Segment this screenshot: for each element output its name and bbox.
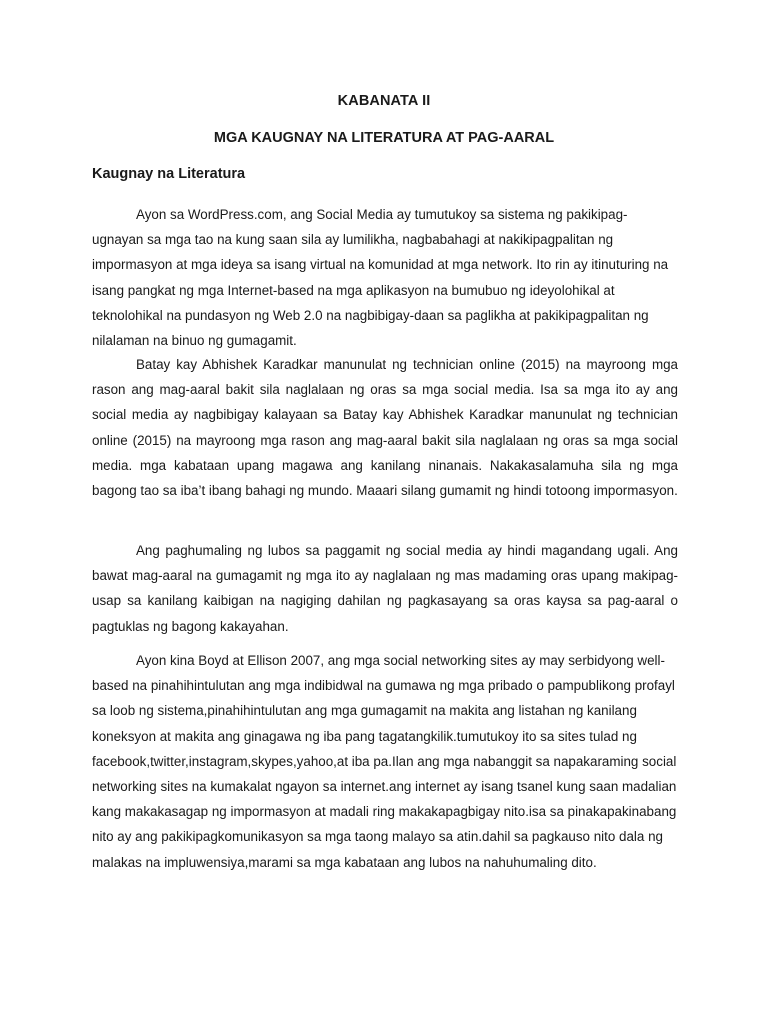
chapter-heading: KABANATA II <box>337 93 431 109</box>
paragraph-3: Ang paghumaling ng lubos sa paggamit ng social media ay hindi magandang ugali. Ang bawat mag-aaral na gumagamit ng mga ito ay naglalaan ng mas madaming oras upang makipag-usap sa kanilang kaibigan na nagiging dahilan ng pagkasayang sa oras kaysa sa pag-aaral o pagtuklas ng bagong kakayahan. <box>92 543 678 634</box>
paragraph-1: Ayon sa WordPress.com, ang Social Media ay tumutukoy sa sistema ng pakikipag-ugnayan sa mga tao na kung saan sila ay lumilikha, nagbabahagi at nakikipagpalitan ng impormasyon at mga ideya sa isang virtual na komunidad at mga network. Ito rin ay itinuturing na isang pangkat ng mga Internet-based na mga aplikasyon na bumubuo ng ideyolohikal at teknolohikal na pundasyon ng Web 2.0 na nagbibigay-daan sa paglikha at pakikipagpalitan ng nilalaman na binuo ng gumagamit. <box>92 207 669 349</box>
subheading: Kaugnay na Literatura <box>92 166 246 182</box>
section-title: MGA KAUGNAY NA LITERATURA AT PAG-AARAL <box>213 130 555 146</box>
paragraph-2: Batay kay Abhishek Karadkar manunulat ng technician online (2015) na mayroong mga rason ang mag-aaral bakit sila naglalaan ng oras sa mga social media. Isa sa mga ito ay ang social media ay nagbibigay kalayaan sa Batay kay Abhishek Karadkar manunulat ng technician online (2015) na mayroong mga rason ang mag-aaral bakit sila naglalaan ng oras sa mga social media. mga kabataan upang magawa ang kanilang ninanais. Nakakasalamuha sila ng mga bagong tao sa iba’t ibang bahagi ng mundo. Maaari silang gumamit ng hindi totoong impormasyon. <box>92 357 678 499</box>
paragraph-4: Ayon kina Boyd at Ellison 2007, ang mga social networking sites ay may serbidyong well-based na pinahihintulutan ang mga indibidwal na gumawa ng mga pribado o pampublikong profayl sa loob ng sistema,pinahihintulutan ang mga gumagamit na makita ang listahan ng kanilang koneksyon at makita ang ginagawa ng iba pang tagatangkilik.tumutukoy ito sa sites tulad ng facebook,twitter,instagram,skypes,yahoo,at iba pa.Ilan ang mga nabanggit sa napakaraming social networking sites na kumakalat ngayon sa internet.ang internet ay isang tsanel kung saan madalian kang makakasagap ng impormasyon at madali ring makakapagbigay nito.isa sa pinakapakinabang nito ay ang pakikipagkomunikasyon sa mga taong malayo sa atin.dahil sa pagkauso nito dala ng malakas na impluwensiya,marami sa mga kabataan ang lubos na nahuhumaling dito. <box>92 653 677 870</box>
